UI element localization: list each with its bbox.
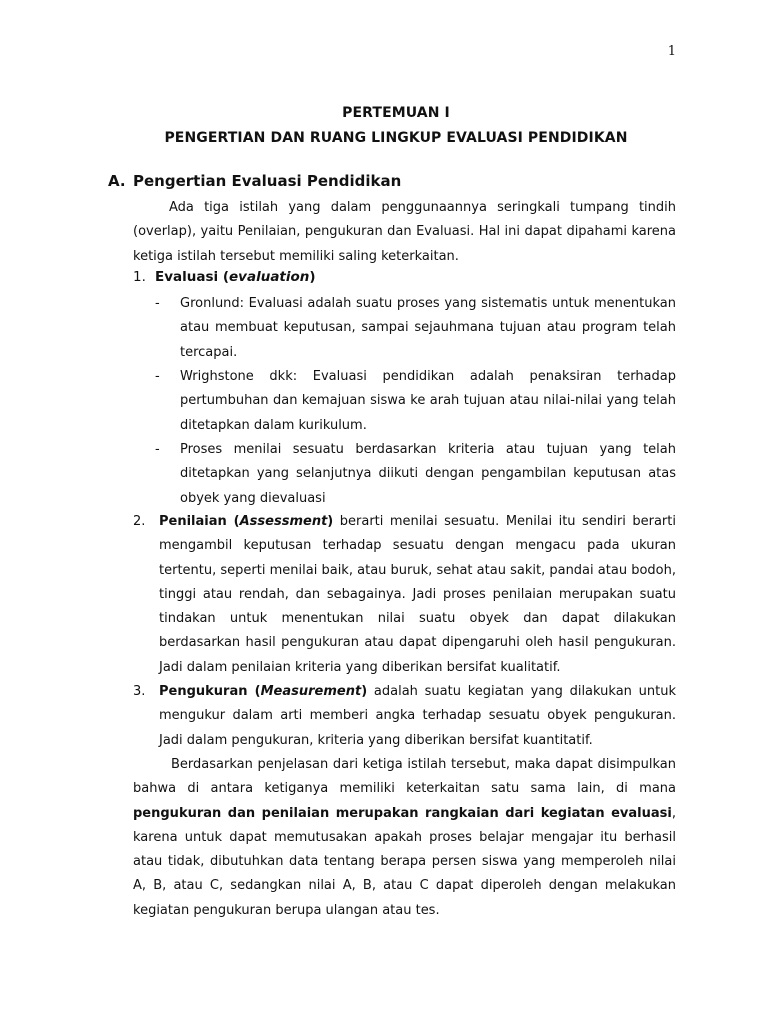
item-2-text <box>159 510 676 680</box>
document-title: PERTEMUAN I <box>342 105 450 121</box>
item-1-number: 1. <box>133 269 146 285</box>
section-heading-text: Pengertian Evaluasi Pendidikan <box>133 172 402 190</box>
section-heading <box>108 172 401 190</box>
item-1-label-italic: evaluation <box>229 269 310 285</box>
bullet-dash: - <box>155 369 160 384</box>
item-3-text <box>159 680 676 753</box>
section-letter: A. <box>108 172 126 190</box>
item-2-number: 2. <box>133 514 146 529</box>
bullet-dash: - <box>155 442 160 457</box>
intro-paragraph: Ada tiga istilah yang dalam penggunaannya seringkali tumpang tindih (overlap), yaitu Penilaian, pengukuran dan Evaluasi. Hal ini dapat dipahami karena ketiga istilah tersebut memiliki saling keterkaitan. <box>133 200 676 264</box>
bullet-text: Gronlund: Evaluasi adalah suatu proses yang sistematis untuk menentukan atau membuat keputusan, sampai sejauhmana tujuan atau program telah tercapai. <box>180 296 676 360</box>
item-1-label-close: ) <box>309 269 316 285</box>
item-3-label-close: ) <box>361 684 368 699</box>
item-3-number: 3. <box>133 684 146 699</box>
item-3-label-italic: Measurement <box>260 684 362 699</box>
conclusion-part-2: , karena untuk dapat memutusakan apakah proses belajar mengajar itu berhasil atau tidak, dibutuhkan data tentang berapa persen siswa yang memperoleh nilai A, B, atau C, sedangkan nilai A, B, atau C dapat diperoleh dengan melakukan kegiatan pengukuran berupa ulangan atau tes. <box>133 805 676 918</box>
item-1-label: Evaluasi ( <box>155 269 230 285</box>
item-2-label-italic: Assessment <box>239 514 328 529</box>
bullet-item <box>155 365 676 438</box>
item-3-label: Pengukuran ( <box>159 684 261 699</box>
item-2-body: berarti menilai sesuatu. Menilai itu sendiri berarti mengambil keputusan terhadap sesuatu dengan mengacu pada ukuran tertentu, seperti menilai baik, atau buruk, sehat atau sakit, pandai atau bodoh, tinggi atau rendah, dan sebagainya. Jadi proses penilaian merupakan suatu tindakan untuk menentukan nilai suatu obyek dan dapat dilakukan berdasarkan hasil pengukuran atau dapat dipengaruhi oleh hasil pengukuran. Jadi dalam penilaian kriteria yang diberikan bersifat kualitatif. <box>159 514 676 675</box>
item-3-paragraph <box>133 680 676 753</box>
conclusion-bold: pengukuran dan penilaian merupakan rangkaian dari kegiatan evaluasi <box>133 805 672 821</box>
conclusion-part-1: Berdasarkan penjelasan dari ketiga istilah tersebut, maka dapat disimpulkan bahwa di antara ketiganya memiliki keterkaitan satu sama lain, di mana <box>133 757 676 797</box>
item-1-heading <box>133 269 316 285</box>
item-2-paragraph <box>133 510 676 680</box>
page-number: 1 <box>667 44 676 59</box>
conclusion-paragraph <box>133 753 676 923</box>
item-2-label-close: ) <box>327 514 334 529</box>
item-2-label: Penilaian ( <box>159 514 240 529</box>
item-3-body: adalah suatu kegiatan yang dilakukan untuk mengukur dalam arti memberi angka terhadap sesuatu obyek pengukuran. Jadi dalam pengukuran, kriteria yang diberikan bersifat kuantitatif. <box>159 684 676 748</box>
bullet-item <box>155 292 676 365</box>
bullet-text: Proses menilai sesuatu berdasarkan kriteria atau tujuan yang telah ditetapkan yang selanjutnya diikuti dengan pengambilan keputusan atas obyek yang dievaluasi <box>180 442 676 506</box>
bullet-item <box>155 438 676 511</box>
document-subtitle: PENGERTIAN DAN RUANG LINGKUP EVALUASI PENDIDIKAN <box>164 130 628 146</box>
bullet-text: Wrighstone dkk: Evaluasi pendidikan adalah penaksiran terhadap pertumbuhan dan kemajuan siswa ke arah tujuan atau nilai-nilai yang telah ditetapkan dalam kurikulum. <box>180 369 676 433</box>
bullet-dash: - <box>155 296 160 311</box>
